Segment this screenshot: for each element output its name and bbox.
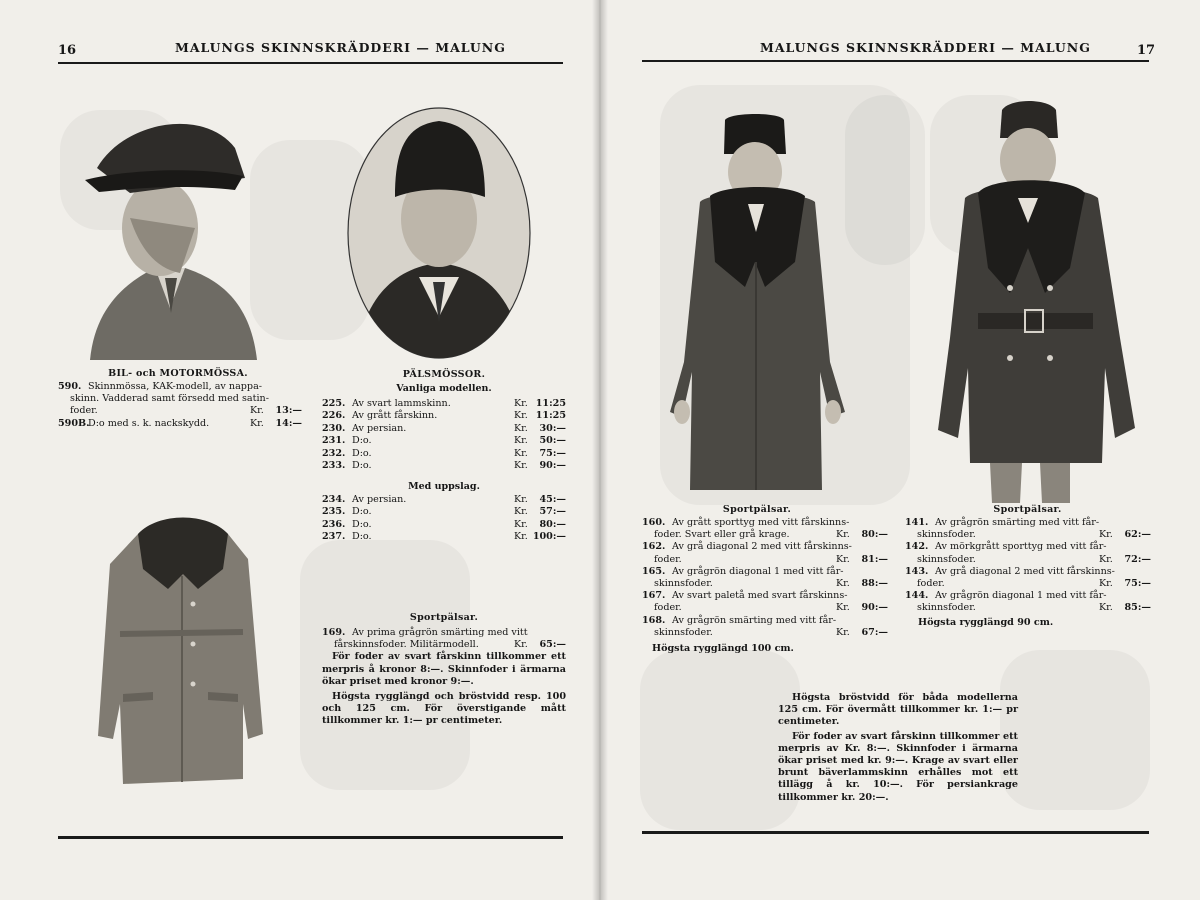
bil-item-590b [58, 418, 302, 430]
bil-item-590-cont [58, 405, 302, 417]
item-price: 81:— [861, 553, 888, 565]
item-code: 225. [322, 398, 346, 409]
footer-rule [58, 836, 563, 839]
price-list-row [322, 398, 566, 410]
kr-label: Kr. [836, 626, 850, 638]
item-code: 167. [642, 590, 666, 602]
kr-label: Kr. [514, 494, 528, 505]
item-desc: Skinnmössa, KAK-modell, av nappa- [88, 381, 263, 392]
sport-item-row [642, 566, 888, 578]
sport-a-note: Högsta rygglängd 100 cm. [652, 643, 794, 654]
bleed-through-shape [1000, 650, 1150, 810]
sport-item-row-cont [642, 578, 888, 590]
item-desc: Av mörkgrått sporttyg med vitt får- [935, 541, 1107, 553]
item-price: 45:— [539, 494, 566, 505]
sport-item-row-cont [905, 554, 1151, 566]
sport-item-row-cont [642, 627, 888, 639]
kr-label: Kr. [514, 422, 528, 434]
sport-item-row [642, 615, 888, 627]
header-rule [642, 60, 1149, 62]
price-list-row [322, 519, 566, 531]
item-price: 75:— [539, 447, 566, 459]
sport-item-row-cont [642, 529, 888, 541]
item-desc-cont: foder. [917, 578, 945, 590]
kr-label: Kr. [514, 639, 528, 651]
item-desc: Av grågrön smärting med vitt får- [935, 517, 1100, 528]
item-code: 236. [322, 518, 346, 530]
sport-left-block [322, 627, 566, 728]
bil-item-590 [58, 381, 302, 393]
kr-label: Kr. [250, 417, 264, 429]
bil-list [58, 381, 302, 430]
item-desc: D:o. [352, 460, 372, 472]
item-desc: Av grågrön smärting med vitt får- [672, 614, 837, 626]
kr-label: Kr. [1099, 578, 1113, 590]
item-desc: D:o. [352, 531, 372, 543]
item-desc-cont: skinnsfoder. [917, 529, 976, 541]
item-price: 13:— [275, 405, 302, 417]
sport-item-row [642, 541, 888, 553]
pals-subtitle-1: Vanliga modellen. [396, 383, 492, 394]
sport-item-row [905, 541, 1151, 553]
kr-label: Kr. [1099, 602, 1113, 614]
item-price: 57:— [539, 506, 566, 518]
page-number: 16 [58, 43, 77, 58]
sport-item-row [642, 590, 888, 602]
sport-a-title: Sportpälsar. [722, 504, 792, 515]
item-price: 75:— [1124, 578, 1151, 590]
price-list-row [322, 435, 566, 447]
sport-item-row [905, 517, 1151, 529]
sport-item-row-cont [905, 602, 1151, 614]
item-desc: Av grå diagonal 2 med vitt fårskinns- [672, 541, 852, 553]
sport-b-note: Högsta rygglängd 90 cm. [918, 617, 1054, 628]
item-price: 62:— [1124, 529, 1151, 541]
pals-subtitle-2: Med uppslag. [408, 481, 480, 492]
item-code: 232. [322, 447, 346, 459]
item-price: 50:— [539, 435, 566, 447]
sport-item-row-cont [905, 529, 1151, 541]
sport-a-list [642, 517, 888, 639]
price-list-row [322, 460, 566, 472]
bleed-through-shape [640, 650, 800, 830]
item-desc: Av prima grågrön smärting med vitt [352, 627, 528, 638]
kr-label: Kr. [836, 529, 850, 541]
price-list-row [322, 410, 566, 422]
item-code: 235. [322, 506, 346, 518]
kr-label: Kr. [836, 553, 850, 565]
bleed-through-shape [845, 95, 925, 265]
sport-item-row [905, 590, 1151, 602]
item-desc: Av grågrön diagonal 1 med vitt får- [672, 565, 844, 577]
item-price: 67:— [861, 626, 888, 638]
item-price: 14:— [275, 417, 302, 429]
sport-coat-photo-1 [670, 112, 845, 492]
item-desc: D:o. [352, 518, 372, 530]
kr-label: Kr. [514, 518, 528, 530]
item-price: 11:25 [535, 398, 566, 409]
sport-coat-illustration-2 [930, 98, 1140, 508]
item-code: 590B. [58, 417, 90, 429]
item-price: 80:— [861, 529, 888, 541]
item-price: 85:— [1124, 602, 1151, 614]
item-desc-cont: foder. [654, 553, 682, 565]
bil-item-590-cont [58, 393, 302, 405]
item-code: 141. [905, 517, 929, 528]
item-desc: D:o. [352, 506, 372, 518]
item-price: 88:— [861, 578, 888, 590]
item-price: 90:— [861, 602, 888, 614]
sport-left-note-1: För foder av svart fårskinn tillkommer ett merpris å kronor 8:—. Skinnfoder i ärmarna ökar priset med kronor 9:—. [322, 651, 566, 687]
binding-gutter [592, 0, 608, 900]
item-desc: Av grått fårskinn. [352, 410, 438, 422]
kr-label: Kr. [514, 531, 528, 543]
sport-item-169 [322, 627, 566, 639]
motor-cap-illustration [85, 108, 260, 360]
item-desc: Av grå diagonal 2 med vitt fårskinns- [935, 565, 1115, 577]
item-desc-cont: fårskinnsfoder. Militärmodell. [334, 639, 479, 651]
item-price: 30:— [539, 422, 566, 434]
item-desc: Av persian. [352, 494, 407, 505]
item-desc-cont: foder. [654, 602, 682, 614]
pals-title: PÄLSMÖSSOR. [402, 369, 486, 380]
item-price: 11:25 [535, 410, 566, 422]
item-price: 100:— [532, 531, 566, 543]
footnote-1: Högsta bröstvidd för båda modellerna 125 cm. För övermått tillkommer kr. 1:— pr centimeter. [778, 692, 1018, 728]
kr-label: Kr. [514, 435, 528, 447]
item-desc: Av svart lammskinn. [352, 398, 451, 409]
kr-label: Kr. [1099, 529, 1113, 541]
item-desc-cont: skinnsfoder. [917, 602, 976, 614]
footer-rule [642, 831, 1149, 834]
pals-list-2 [322, 494, 566, 544]
price-list-row [322, 494, 566, 506]
item-desc-cont: foder. Svart eller grå krage. [654, 529, 790, 541]
kr-label: Kr. [836, 578, 850, 590]
item-code: 168. [642, 614, 666, 626]
sport-item-row [905, 566, 1151, 578]
item-desc-cont: skinnsfoder. [654, 578, 713, 590]
footnote-block [778, 692, 1018, 804]
item-desc: Av grått sporttyg med vitt fårskinns- [672, 517, 850, 528]
item-code: 226. [322, 410, 346, 422]
sport-item-row-cont [642, 554, 888, 566]
running-header: MALUNGS SKINNSKRÄDDERI — MALUNG [760, 40, 1091, 55]
sport-item-169-cont [322, 639, 566, 651]
item-code: 162. [642, 541, 666, 553]
item-desc: D:o. [352, 447, 372, 459]
military-coat-illustration [98, 514, 263, 786]
item-desc: Av persian. [352, 422, 407, 434]
item-desc-cont: foder. [70, 405, 98, 417]
kr-label: Kr. [1099, 553, 1113, 565]
item-price: 65:— [539, 639, 566, 651]
kr-label: Kr. [514, 410, 528, 422]
sport-item-row [642, 517, 888, 529]
footnote-2: För foder av svart fårskinn tillkommer ett merpris av Kr. 8:—. Skinnfoder i ärmarna ökar priset med kr. 9:—. Krage av svart eller brunt bäverlammskinn erhålles mot ett tillägg å kr. 10:—. För persiankrage tillkommer kr. 20:—. [778, 730, 1018, 803]
header-rule [58, 62, 563, 64]
kr-label: Kr. [250, 405, 264, 417]
price-list-row [322, 423, 566, 435]
item-code: 169. [322, 627, 346, 638]
price-list-row [322, 531, 566, 543]
item-price: 90:— [539, 460, 566, 472]
page-number: 17 [1137, 43, 1156, 58]
item-code: 234. [322, 494, 346, 505]
item-code: 142. [905, 541, 929, 553]
item-code: 230. [322, 422, 346, 434]
sport-b-title: Sportpälsar. [993, 504, 1062, 515]
item-code: 165. [642, 565, 666, 577]
fur-hat-portrait [347, 107, 532, 359]
item-price: 72:— [1124, 553, 1151, 565]
sport-left-note-2: Högsta rygglängd och bröstvidd resp. 100 och 125 cm. För överstigande mått tillkommer kr. 1:— pr centimeter. [322, 691, 566, 727]
sport-item-row-cont [905, 578, 1151, 590]
price-list-row [322, 506, 566, 518]
item-desc-cont: skinnsfoder. [654, 626, 713, 638]
item-desc-cont: skinn. Vadderad samt försedd med satin- [70, 393, 269, 405]
item-desc: D:o. [352, 435, 372, 447]
bil-title: BIL- och MOTORMÖSSA. [108, 368, 248, 379]
running-header: MALUNGS SKINNSKRÄDDERI — MALUNG [175, 40, 506, 55]
item-price: 80:— [539, 518, 566, 530]
pals-list-1 [322, 398, 566, 472]
kr-label: Kr. [836, 602, 850, 614]
item-code: 143. [905, 565, 929, 577]
item-code: 590. [58, 381, 82, 392]
item-code: 144. [905, 590, 929, 602]
sport-item-row-cont [642, 602, 888, 614]
item-desc-cont: skinnsfoder. [917, 553, 976, 565]
item-desc: D:o med s. k. nackskydd. [88, 417, 210, 429]
sport-b-list [905, 517, 1151, 615]
item-code: 160. [642, 517, 666, 528]
kr-label: Kr. [514, 460, 528, 472]
right-page [600, 0, 1200, 900]
kr-label: Kr. [514, 506, 528, 518]
item-desc: Av grågrön diagonal 1 med vitt får- [935, 590, 1107, 602]
item-desc: Av svart paletå med svart fårskinns- [672, 590, 848, 602]
price-list-row [322, 448, 566, 460]
item-code: 233. [322, 460, 346, 472]
item-code: 231. [322, 435, 346, 447]
sport-left-title: Sportpälsar. [409, 612, 479, 623]
kr-label: Kr. [514, 398, 528, 409]
kr-label: Kr. [514, 447, 528, 459]
item-code: 237. [322, 531, 346, 543]
